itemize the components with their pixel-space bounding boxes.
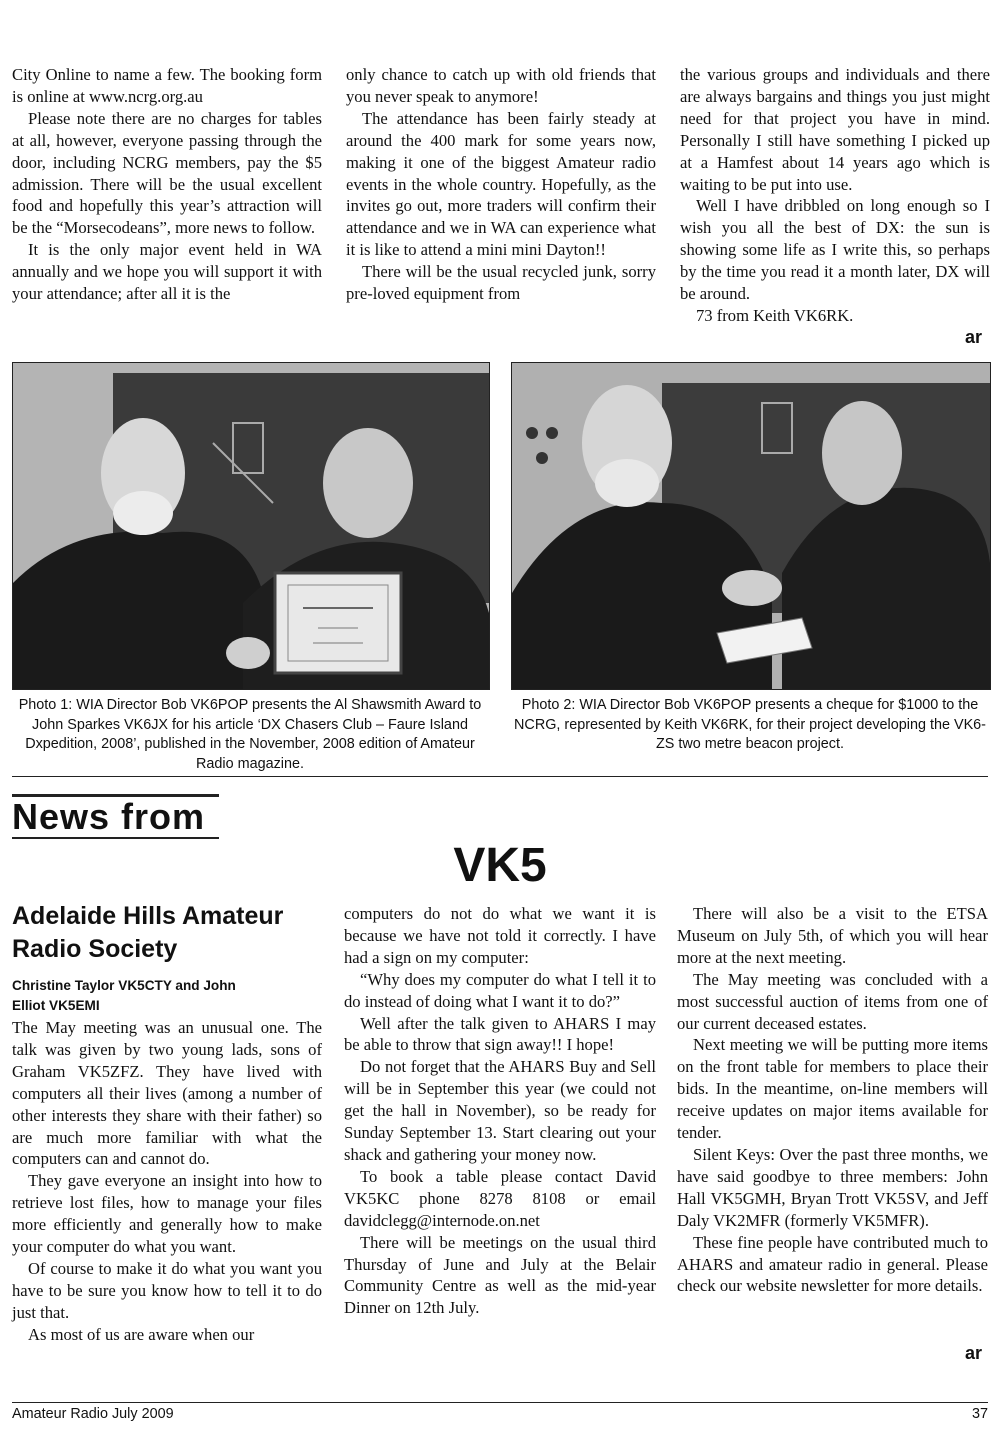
paragraph: There will also be a visit to the ETSA Museum on July 5th, of which you will hear more at the next meeting. [677, 904, 988, 967]
photo-2-image [512, 363, 990, 689]
paragraph: Well I have dribbled on long enough so I wish you all the best of DX: the sun is showing some life as I write this, so perhaps by the time you read it a month later, DX will be around. [680, 196, 990, 304]
article-column-2 [344, 903, 656, 1319]
region-heading: VK5 [453, 839, 547, 892]
paragraph: 73 from Keith VK6RK. [696, 305, 854, 325]
paragraph: The attendance has been fairly steady at around the 400 mark for some years now, making it one of the biggest Amateur radio events in the whole country. Hopefully, as the invites go out, more traders will confirm their attendance and we in WA can experience what it is like to attend a mini mini Dayton!! [346, 108, 656, 260]
paragraph: There will be meetings on the usual third Thursday of June and July at the Belair Community Centre as well as the mid-year Dinner on 12th July. [344, 1232, 656, 1318]
article-title: Adelaide Hills Amateur Radio Society [12, 902, 284, 963]
paragraph: Well after the talk given to AHARS I may be able to throw that sign away!! I hope! [344, 1013, 656, 1055]
paragraph: Silent Keys: Over the past three months, we have said goodbye to three members: John Hall VK5GMH, Bryan Trott VK5SV, and Jeff Daly VK2MFR (formerly VK5MFR). [677, 1144, 988, 1230]
paragraph: They gave everyone an insight into how to retrieve lost files, how to manage your files more efficiently and generally how to make your computer do what you want. [12, 1171, 322, 1257]
paragraph: Do not forget that the AHARS Buy and Sell will be in September this year (we could not get the hall in November), so be ready for Sunday September 13. Start clearing out your shack and gathering your money now. [344, 1057, 656, 1164]
paragraph: “Why does my computer do what I tell it to do instead of doing what I want it to do?” [344, 969, 656, 1011]
paragraph: Next meeting we will be putting more items on the front table for members to place their bids. In the meantime, on-line members will receive updates on major items available for tender. [677, 1035, 988, 1143]
paragraph: The May meeting was concluded with a most successful auction of items from one of our current deceased estates. [677, 969, 988, 1033]
paragraph: These fine people have contributed much to AHARS and amateur radio in general. Please check our website newsletter for more details. [677, 1232, 988, 1296]
paragraph: There will be the usual recycled junk, sorry pre-loved equipment from [346, 262, 656, 304]
photo-2 [511, 362, 991, 690]
paragraph: the various groups and individuals and there are always bargains and things you just might need for that project you have in mind. Personally I still have something I picked up at a Hamfest about 14 years ago which is waiting to be put into use. [680, 65, 990, 194]
paragraph: Of course to make it do what you want you have to be sure you know how to tell it to do just that. [12, 1258, 322, 1322]
photo-1 [12, 362, 490, 690]
article-end-mark: ar [965, 1343, 983, 1363]
paragraph: The May meeting was an unusual one. The talk was given by two young lads, sons of Graham VK5ZFZ. They have lived with computers all their lives (among a number of other interests they share with their father) so are much more familiar with what the computers can and cannot do. [12, 1018, 322, 1169]
paragraph: To book a table please contact David VK5KC phone 8278 8108 or email davidclegg@internode.on.net [344, 1166, 656, 1230]
news-from-heading: News from [12, 796, 206, 837]
article-authors: Christine Taylor VK5CTY and John Elliot VK5EMI [12, 978, 236, 1013]
photo-1-image [13, 363, 489, 689]
article-column-1 [12, 1017, 322, 1346]
top-column-2 [346, 64, 656, 305]
paragraph: Please note there are no charges for tables at all, however, everyone passing through the door, including NCRG members, pay the $5 admission. There will be the usual excellent food and hopefully this year’s attraction will be the “Morsecodeans”, more news to follow. [12, 108, 322, 238]
paragraph: As most of us are aware when our [28, 1324, 255, 1344]
paragraph: computers do not do what we want it is because we have not told it correctly. I have had a sign on my computer: [344, 904, 656, 967]
article-column-3 [677, 903, 988, 1297]
paragraph: only chance to catch up with old friends that you never speak to anymore! [346, 65, 656, 106]
section-divider [12, 776, 988, 777]
news-from-underline [12, 837, 219, 839]
photo-1-caption: Photo 1: WIA Director Bob VK6POP presents the Al Shawsmith Award to John Sparkes VK6JX for his article ‘DX Chasers Club – Faure Island Dxpedition, 2008’, published in the November, 2008 edition of Amateur Radio magazine. [18, 697, 482, 772]
paragraph: It is the only major event held in WA annually and we hope you will support it with your attendance; after all it is the [12, 240, 322, 304]
paragraph: City Online to name a few. The booking form is online at www.ncrg.org.au [12, 65, 322, 106]
footer-rule [12, 1402, 988, 1403]
footer-publication: Amateur Radio July 2009 [12, 1406, 174, 1422]
top-column-1 [12, 64, 322, 305]
end-mark: ar [965, 327, 983, 347]
footer-page-number: 37 [971, 1406, 988, 1422]
photo-2-caption: Photo 2: WIA Director Bob VK6POP presents a cheque for $1000 to the NCRG, represented by Keith VK6RK, for their project developing the VK6-ZS two metre beacon project. [514, 697, 986, 752]
top-column-3 [680, 64, 990, 327]
